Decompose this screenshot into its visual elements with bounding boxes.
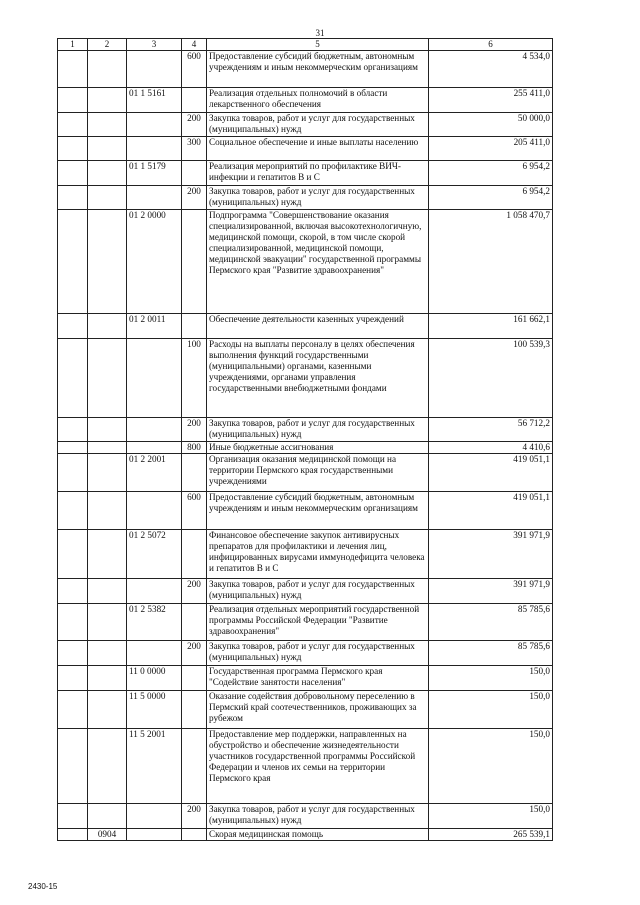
section-cell [58, 210, 88, 314]
table-row [58, 530, 553, 579]
table-row [58, 137, 553, 161]
description-cell: Закупка товаров, работ и услуг для государственных (муниципальных) нужд [207, 186, 429, 210]
expense-type-cell: 200 [182, 579, 207, 604]
target-article-cell: 01 2 0011 [127, 314, 182, 339]
section-cell [58, 88, 88, 113]
amount-cell: 50 000,0 [429, 113, 553, 137]
subsection-cell [88, 113, 127, 137]
expense-type-cell: 200 [182, 113, 207, 137]
description-cell: Расходы на выплаты персоналу в целях обеспечения выполнения функций государственными (муниципальными) органами, казенными учреждениями, органами управления государственными внебюджетными фондами [207, 339, 429, 418]
section-cell [58, 804, 88, 829]
table-row [58, 186, 553, 210]
section-cell [58, 51, 88, 88]
subsection-cell [88, 314, 127, 339]
description-cell: Реализация мероприятий по профилактике ВИЧ-инфекции и гепатитов В и С [207, 161, 429, 186]
amount-cell: 6 954,2 [429, 161, 553, 186]
header-cell: 2 [88, 39, 127, 51]
target-article-cell [127, 51, 182, 88]
table-row [58, 51, 553, 88]
amount-cell: 4 410,6 [429, 442, 553, 454]
subsection-cell [88, 604, 127, 641]
section-cell [58, 339, 88, 418]
table-row [58, 604, 553, 641]
subsection-cell [88, 442, 127, 454]
expense-type-cell [182, 604, 207, 641]
table-row [58, 579, 553, 604]
table-row [58, 641, 553, 666]
table-row [58, 666, 553, 691]
target-article-cell: 01 1 5179 [127, 161, 182, 186]
expense-type-cell [182, 88, 207, 113]
expense-type-cell [182, 314, 207, 339]
description-cell: Финансовое обеспечение закупок антивирусных препаратов для профилактики и лечения лиц, инфицированных вирусами иммунодефицита человека и гепатитов В и С [207, 530, 429, 579]
target-article-cell: 01 2 0000 [127, 210, 182, 314]
section-cell [58, 454, 88, 492]
target-article-cell [127, 804, 182, 829]
table-header-row [58, 39, 553, 51]
subsection-cell [88, 161, 127, 186]
amount-cell: 150,0 [429, 691, 553, 729]
subsection-cell [88, 579, 127, 604]
subsection-cell [88, 666, 127, 691]
expense-type-cell: 200 [182, 641, 207, 666]
description-cell: Реализация отдельных полномочий в области лекарственного обеспечения [207, 88, 429, 113]
description-cell: Обеспечение деятельности казенных учреждений [207, 314, 429, 339]
target-article-cell [127, 186, 182, 210]
expense-type-cell [182, 729, 207, 804]
description-cell: Предоставление мер поддержки, направленных на обустройство и обеспечение жизнедеятельности участников государственной программы Российской Федерации и членов их семьи на территории Пермского края [207, 729, 429, 804]
expense-type-cell: 800 [182, 442, 207, 454]
table-row [58, 210, 553, 314]
target-article-cell [127, 418, 182, 442]
amount-cell: 6 954,2 [429, 186, 553, 210]
amount-cell: 85 785,6 [429, 641, 553, 666]
expense-type-cell [182, 530, 207, 579]
table-row [58, 691, 553, 729]
subsection-cell [88, 137, 127, 161]
section-cell [58, 418, 88, 442]
description-cell: Оказание содействия добровольному переселению в Пермский край соотечественников, проживающих за рубежом [207, 691, 429, 729]
target-article-cell [127, 829, 182, 841]
table-row [58, 492, 553, 530]
table-row [58, 729, 553, 804]
subsection-cell [88, 88, 127, 113]
amount-cell: 4 534,0 [429, 51, 553, 88]
description-cell: Закупка товаров, работ и услуг для государственных (муниципальных) нужд [207, 113, 429, 137]
description-cell: Закупка товаров, работ и услуг для государственных (муниципальных) нужд [207, 579, 429, 604]
subsection-cell [88, 186, 127, 210]
target-article-cell [127, 339, 182, 418]
section-cell [58, 691, 88, 729]
description-cell: Социальное обеспечение и иные выплаты населению [207, 137, 429, 161]
expense-type-cell: 200 [182, 804, 207, 829]
section-cell [58, 137, 88, 161]
table-row [58, 113, 553, 137]
description-cell: Закупка товаров, работ и услуг для государственных (муниципальных) нужд [207, 641, 429, 666]
description-cell: Закупка товаров, работ и услуг для государственных (муниципальных) нужд [207, 418, 429, 442]
description-cell: Скорая медицинская помощь [207, 829, 429, 841]
footer-code: 2430-15 [28, 882, 58, 891]
amount-cell: 265 539,1 [429, 829, 553, 841]
subsection-cell [88, 729, 127, 804]
target-article-cell: 01 2 2001 [127, 454, 182, 492]
target-article-cell [127, 492, 182, 530]
subsection-cell [88, 454, 127, 492]
expense-type-cell [182, 691, 207, 729]
section-cell [58, 604, 88, 641]
table-row [58, 161, 553, 186]
amount-cell: 255 411,0 [429, 88, 553, 113]
header-cell: 5 [207, 39, 429, 51]
target-article-cell [127, 641, 182, 666]
target-article-cell [127, 442, 182, 454]
target-article-cell: 01 1 5161 [127, 88, 182, 113]
table-row [58, 804, 553, 829]
description-cell: Предоставление субсидий бюджетным, автономным учреждениям и иным некоммерческим организациям [207, 51, 429, 88]
amount-cell: 205 411,0 [429, 137, 553, 161]
expense-type-cell: 600 [182, 492, 207, 530]
target-article-cell [127, 579, 182, 604]
section-cell [58, 641, 88, 666]
description-cell: Реализация отдельных мероприятий государственной программы Российской Федерации "Развитие здравоохранения" [207, 604, 429, 641]
expense-type-cell: 200 [182, 186, 207, 210]
section-cell [58, 186, 88, 210]
subsection-cell [88, 210, 127, 314]
amount-cell: 56 712,2 [429, 418, 553, 442]
budget-table [57, 38, 553, 841]
amount-cell: 150,0 [429, 804, 553, 829]
section-cell [58, 530, 88, 579]
section-cell [58, 161, 88, 186]
target-article-cell [127, 137, 182, 161]
table-row [58, 88, 553, 113]
section-cell [58, 729, 88, 804]
amount-cell: 85 785,6 [429, 604, 553, 641]
section-cell [58, 829, 88, 841]
table-row [58, 314, 553, 339]
header-cell: 3 [127, 39, 182, 51]
amount-cell: 1 058 470,7 [429, 210, 553, 314]
section-cell [58, 314, 88, 339]
table-row [58, 339, 553, 418]
expense-type-cell [182, 829, 207, 841]
amount-cell: 150,0 [429, 729, 553, 804]
target-article-cell: 11 5 0000 [127, 691, 182, 729]
section-cell [58, 442, 88, 454]
target-article-cell: 11 5 2001 [127, 729, 182, 804]
subsection-cell [88, 418, 127, 442]
target-article-cell: 01 2 5072 [127, 530, 182, 579]
expense-type-cell [182, 666, 207, 691]
subsection-cell [88, 492, 127, 530]
table-body [58, 51, 553, 841]
target-article-cell: 11 0 0000 [127, 666, 182, 691]
target-article-cell [127, 113, 182, 137]
expense-type-cell [182, 161, 207, 186]
amount-cell: 419 051,1 [429, 454, 553, 492]
subsection-cell [88, 691, 127, 729]
expense-type-cell: 600 [182, 51, 207, 88]
section-cell [58, 113, 88, 137]
subsection-cell [88, 51, 127, 88]
amount-cell: 150,0 [429, 666, 553, 691]
header-cell: 6 [429, 39, 553, 51]
section-cell [58, 579, 88, 604]
amount-cell: 391 971,9 [429, 530, 553, 579]
header-cell: 1 [58, 39, 88, 51]
subsection-cell [88, 641, 127, 666]
table-row [58, 442, 553, 454]
expense-type-cell: 100 [182, 339, 207, 418]
description-cell: Закупка товаров, работ и услуг для государственных (муниципальных) нужд [207, 804, 429, 829]
amount-cell: 391 971,9 [429, 579, 553, 604]
description-cell: Иные бюджетные ассигнования [207, 442, 429, 454]
expense-type-cell [182, 210, 207, 314]
expense-type-cell [182, 454, 207, 492]
description-cell: Государственная программа Пермского края "Содействие занятости населения" [207, 666, 429, 691]
amount-cell: 161 662,1 [429, 314, 553, 339]
subsection-cell: 0904 [88, 829, 127, 841]
expense-type-cell: 300 [182, 137, 207, 161]
section-cell [58, 492, 88, 530]
subsection-cell [88, 339, 127, 418]
table-row [58, 418, 553, 442]
table-row [58, 829, 553, 841]
page-number: 31 [315, 28, 325, 38]
section-cell [58, 666, 88, 691]
amount-cell: 100 539,3 [429, 339, 553, 418]
header-cell: 4 [182, 39, 207, 51]
subsection-cell [88, 804, 127, 829]
description-cell: Подпрограмма "Совершенствование оказания специализированной, включая высокотехнологичную, медицинской помощи, скорой, в том числе скорой специализированной, медицинской помощи, медицинской эвакуации" государственной программы Пермского края "Развитие здравоохранения" [207, 210, 429, 314]
target-article-cell: 01 2 5382 [127, 604, 182, 641]
description-cell: Предоставление субсидий бюджетным, автономным учреждениям и иным некоммерческим организациям [207, 492, 429, 530]
expense-type-cell: 200 [182, 418, 207, 442]
amount-cell: 419 051,1 [429, 492, 553, 530]
description-cell: Организация оказания медицинской помощи на территории Пермского края государственными учреждениями [207, 454, 429, 492]
subsection-cell [88, 530, 127, 579]
table-row [58, 454, 553, 492]
